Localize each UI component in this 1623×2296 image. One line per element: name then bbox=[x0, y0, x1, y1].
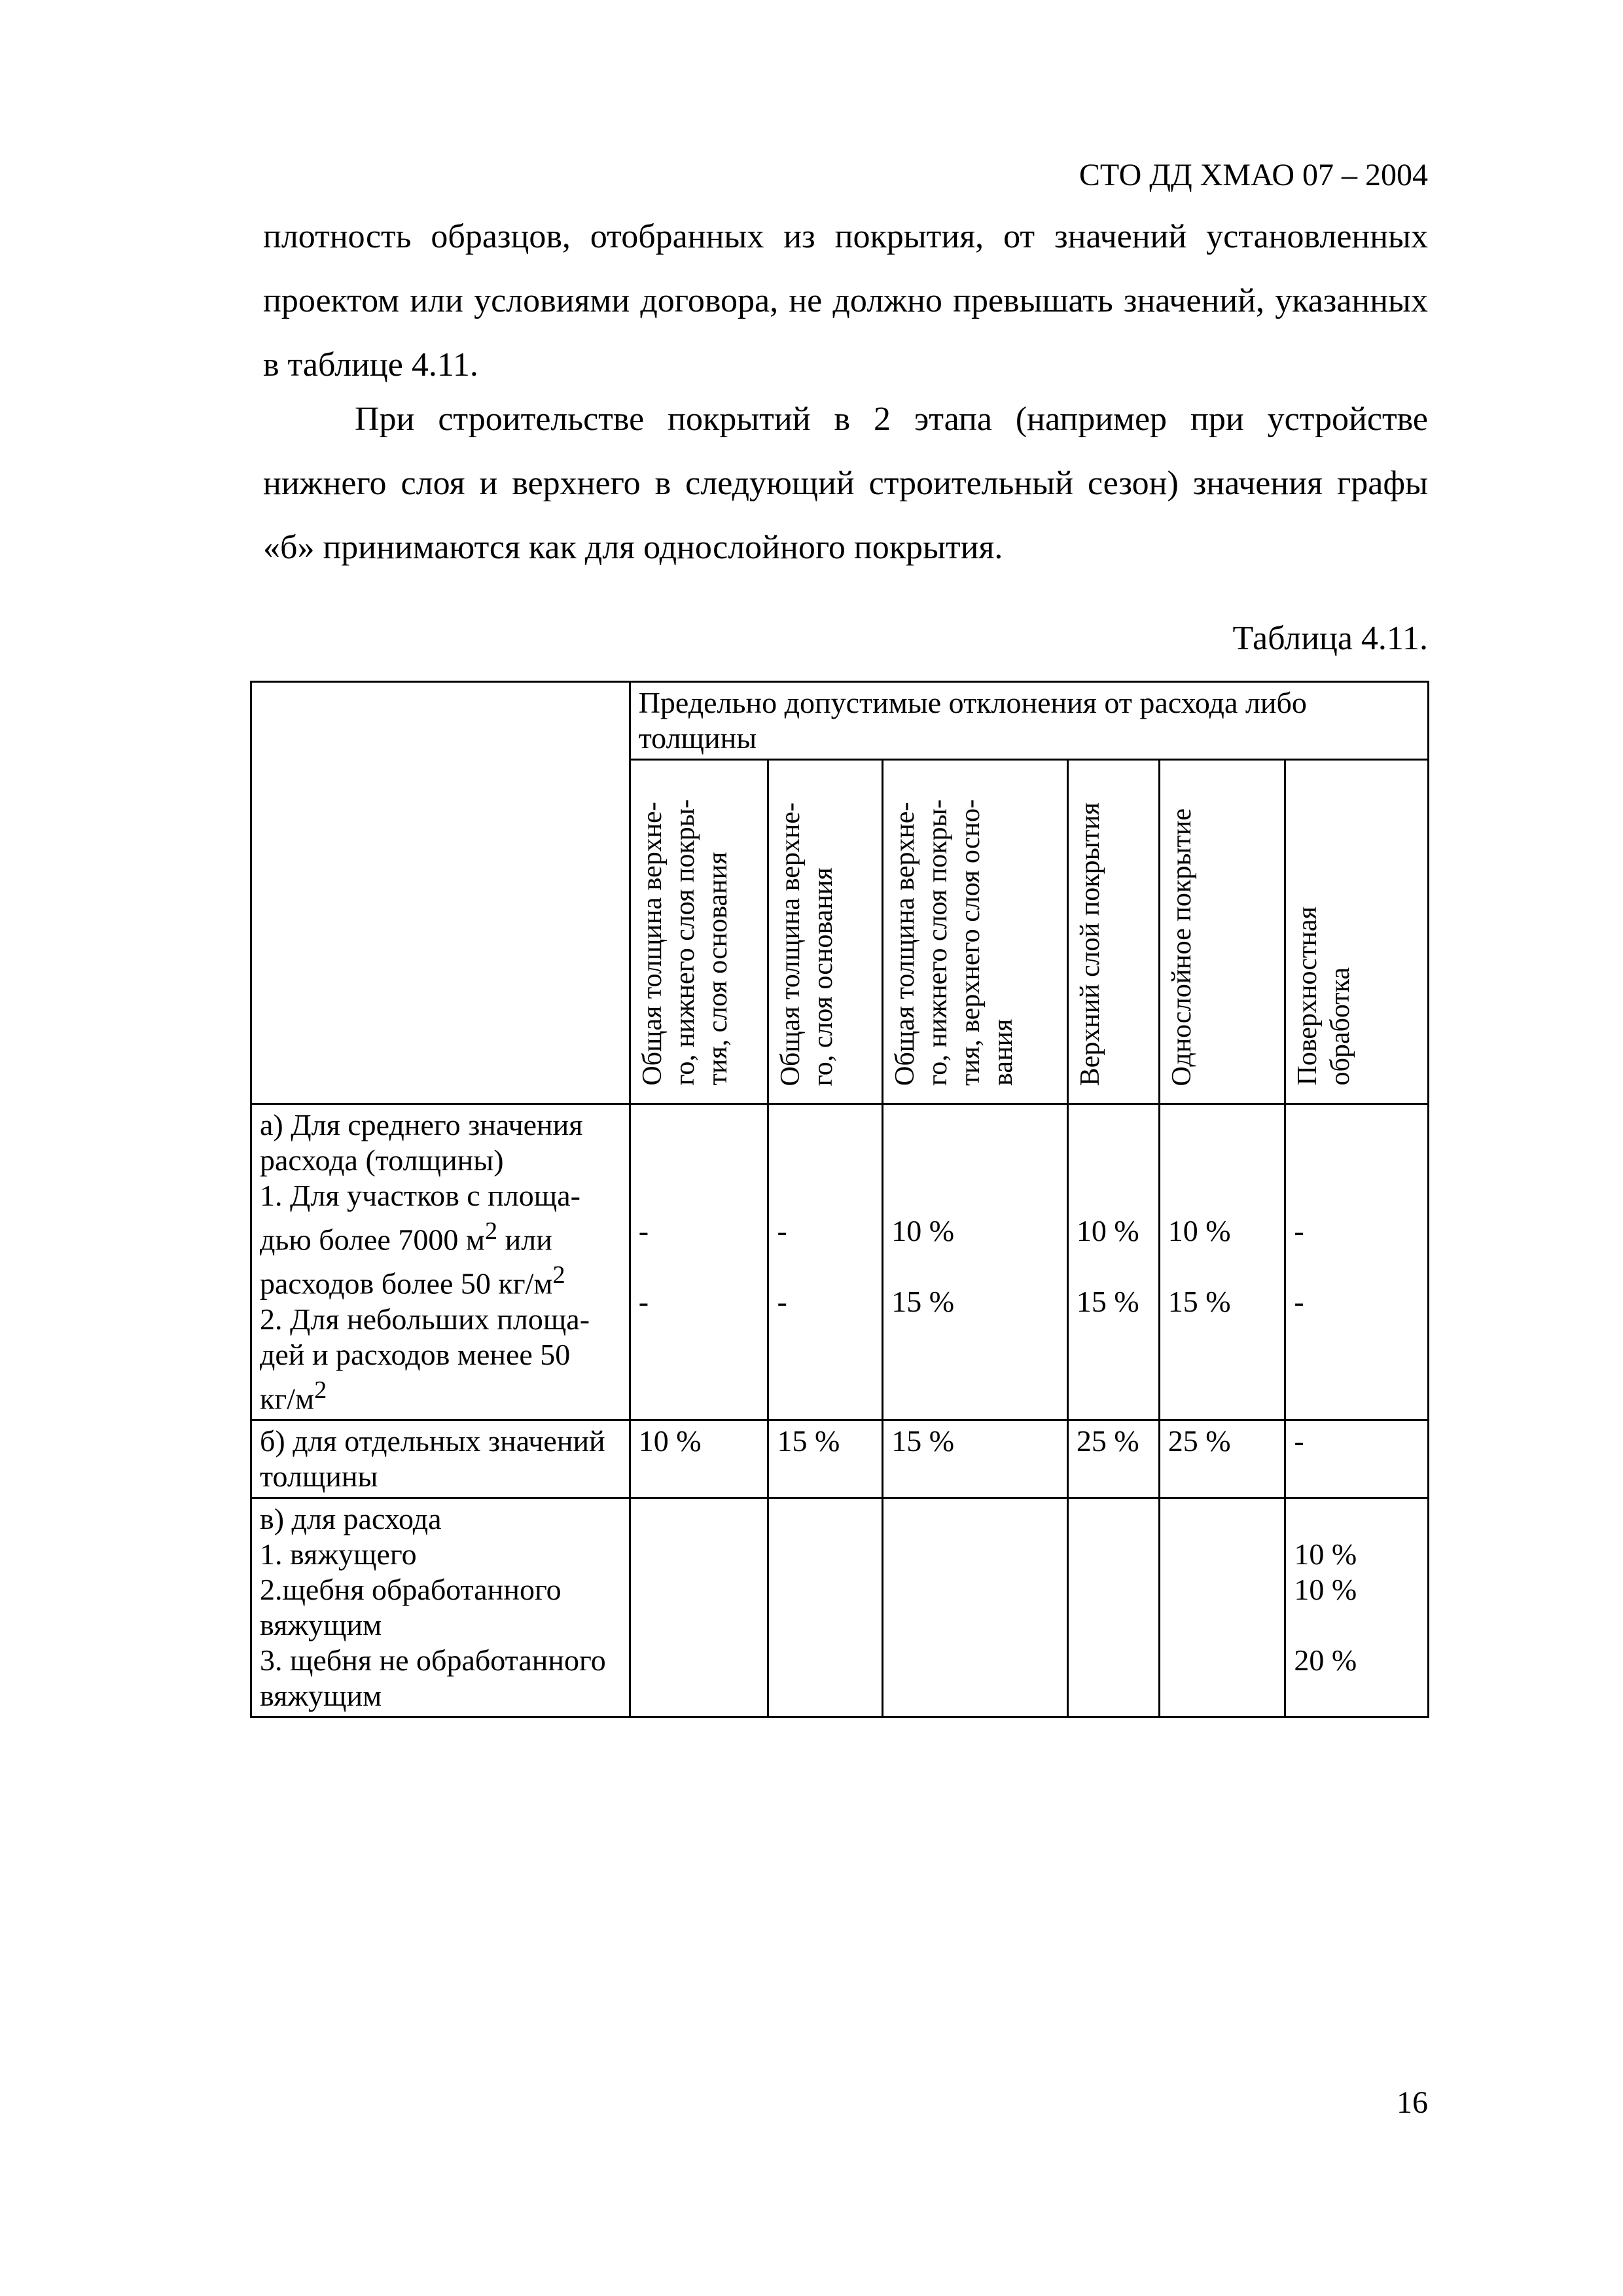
column-header-3 bbox=[883, 760, 1068, 1104]
column-header-line: вания bbox=[988, 1018, 1019, 1086]
column-header-2 bbox=[768, 760, 883, 1104]
column-header-line: го, нижнего слоя покры- bbox=[669, 799, 700, 1086]
column-header-4 bbox=[1067, 760, 1159, 1104]
column-header-line: Однослойное покрытие bbox=[1166, 808, 1197, 1086]
body-paragraph-1: плотность образцов, отобранных из покрытия, от значений установленных проектом или условиями договора, не должно превышать значений, указанных в таблице 4.11. bbox=[263, 218, 1428, 384]
row-b-cell-2: 15 % bbox=[768, 1420, 883, 1498]
column-header-line: Поверхностная bbox=[1293, 906, 1323, 1086]
table-row-c bbox=[251, 1498, 1429, 1717]
column-header-line: го, слоя основания bbox=[808, 867, 839, 1086]
row-a-cell-6: - - bbox=[1285, 1104, 1429, 1420]
column-header-line: Общая толщина верхне- bbox=[776, 802, 806, 1086]
table-caption: Таблица 4.11. bbox=[1232, 620, 1428, 657]
body-paragraph-2: При строительстве покрытий в 2 этапа (например при устройстве нижнего слоя и верхнего в следующий строительный сезон) значения графы «б» принимаются как для однослойного покрытия. bbox=[263, 401, 1428, 566]
column-header-line: го, нижнего слоя покры- bbox=[923, 799, 954, 1086]
row-label-line: вяжущим bbox=[260, 1607, 382, 1641]
row-label-line: а) Для среднего значения bbox=[260, 1108, 583, 1141]
column-header-6 bbox=[1285, 760, 1429, 1104]
row-label-line: вяжущим bbox=[260, 1678, 382, 1712]
column-header-line: Верхний слой покрытия bbox=[1075, 802, 1105, 1086]
column-header-line: Общая толщина верхне- bbox=[637, 802, 668, 1086]
row-a-label bbox=[251, 1104, 630, 1420]
row-b-cell-3: 15 % bbox=[883, 1420, 1068, 1498]
row-c-cell-5 bbox=[1159, 1498, 1285, 1717]
row-b-label bbox=[251, 1420, 630, 1498]
row-b-cell-4: 25 % bbox=[1067, 1420, 1159, 1498]
row-label-line: дью более 7000 $м^2$ или bbox=[260, 1217, 552, 1257]
page-number: 16 bbox=[1397, 2085, 1428, 2120]
table-row-b bbox=[251, 1420, 1429, 1498]
row-c-cell-3 bbox=[883, 1498, 1068, 1717]
row-c-cell-2 bbox=[768, 1498, 883, 1717]
row-b-cell-1: 10 % bbox=[630, 1420, 768, 1498]
column-header-5 bbox=[1159, 760, 1285, 1104]
table-row-a bbox=[251, 1104, 1429, 1420]
row-label-line: расхода (толщины) bbox=[260, 1143, 504, 1177]
table-header-row-1 bbox=[251, 682, 1429, 760]
row-b-cell-6: - bbox=[1285, 1420, 1429, 1498]
column-header-line: обработка bbox=[1325, 967, 1356, 1086]
row-label-line: 2.щебня обработанного bbox=[260, 1572, 562, 1606]
row-label-line: 1. Для участков с площа- bbox=[260, 1179, 580, 1212]
row-label-line: 1. вяжущего bbox=[260, 1537, 417, 1571]
row-c-cell-6: 10 % 10 % 20 % bbox=[1285, 1498, 1429, 1717]
row-a-cell-1: - - bbox=[630, 1104, 768, 1420]
row-a-cell-3: 10 % 15 % bbox=[883, 1104, 1068, 1420]
row-a-cell-5: 10 % 15 % bbox=[1159, 1104, 1285, 1420]
row-label-line: б) для отдельных значений bbox=[260, 1424, 605, 1458]
row-c-label bbox=[251, 1498, 630, 1717]
document-code-header: СТО ДД ХМАО 07 – 2004 bbox=[1079, 158, 1428, 192]
row-label-line: толщины bbox=[260, 1459, 378, 1493]
table-corner-cell bbox=[251, 682, 630, 1104]
column-header-line: тия, верхнего слоя осно- bbox=[955, 799, 986, 1086]
row-c-cell-1 bbox=[630, 1498, 768, 1717]
group-header-cell: Предельно допустимые отклонения от расхода либо толщины bbox=[630, 682, 1428, 760]
row-label-line: 3. щебня не обработанного bbox=[260, 1643, 606, 1677]
row-a-cell-4: 10 % 15 % bbox=[1067, 1104, 1159, 1420]
column-header-line: тия, слоя основания bbox=[702, 852, 733, 1086]
row-b-cell-5: 25 % bbox=[1159, 1420, 1285, 1498]
column-header-line: Общая толщина верхне- bbox=[890, 802, 921, 1086]
row-label-line: в) для расхода bbox=[260, 1501, 442, 1535]
column-header-1 bbox=[630, 760, 768, 1104]
row-label-line: дей и расходов менее 50 bbox=[260, 1337, 571, 1371]
deviation-table bbox=[250, 681, 1429, 1718]
row-c-cell-4 bbox=[1067, 1498, 1159, 1717]
row-label-line: $кг/м^2$ bbox=[260, 1376, 327, 1415]
row-a-cell-2: - - bbox=[768, 1104, 883, 1420]
row-label-line: расходов более 50 $кг/м^2$ bbox=[260, 1261, 565, 1300]
row-label-line: 2. Для небольших площа- bbox=[260, 1302, 590, 1336]
